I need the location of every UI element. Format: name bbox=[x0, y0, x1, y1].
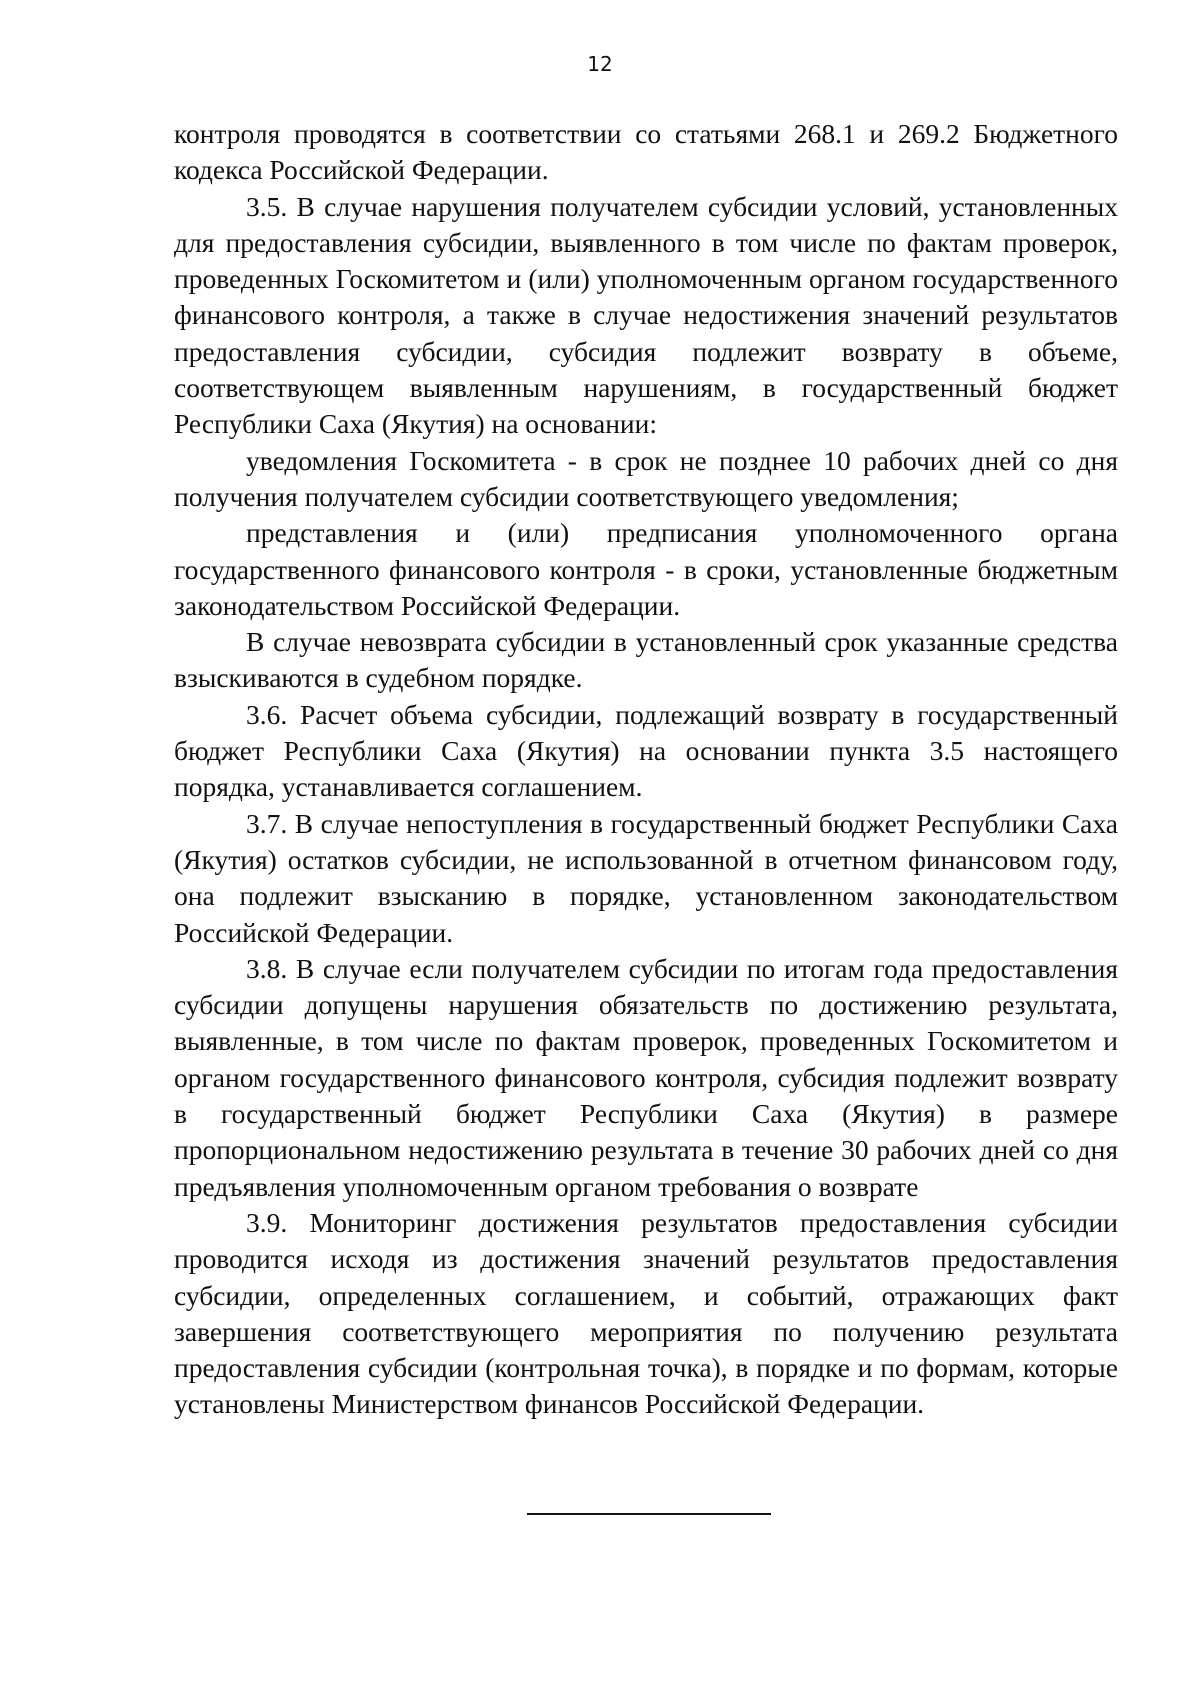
paragraph-3-5-court: В случае невозврата субсидии в установленный срок указанные средства взыскиваются в судебном порядке. bbox=[174, 626, 1118, 694]
paragraph-3-6: 3.6. Расчет объема субсидии, подлежащий возврату в государственный бюджет Республики Саха (Якутия) на основании пункта 3.5 настоящего порядка, устанавливается соглашением. bbox=[174, 698, 1118, 803]
paragraph-3-8: 3.8. В случае если получателем субсидии по итогам года предоставления субсидии допущены нарушения обязательств по достижению результата, выявленные, в том числе по фактам проверок, проведенных Госкомитетом и органом государственного финансового контроля, субсидия подлежит возврату в государственный бюджет Республики Саха (Якутия) в размере пропорциональном недостижению результата в течение 30 рабочих дней со дня предъявления уполномоченным органом требования о возврате bbox=[174, 952, 1118, 1202]
paragraph-3-5-notice: уведомления Госкомитета - в срок не позднее 10 рабочих дней со дня получения получателем субсидии соответствующего уведомления; bbox=[174, 444, 1118, 512]
paragraph-3-9: 3.9. Мониторинг достижения результатов предоставления субсидии проводится исходя из достижения значений результатов предоставления субсидии, определенных соглашением, и событий, отражающих факт завершения соответствующего мероприятия по получению результата предоставления субсидии (контрольная точка), в порядке и по формам, которые установлены Министерством финансов Российской Федерации. bbox=[174, 1206, 1118, 1420]
page-number: 12 bbox=[587, 52, 613, 76]
document-body bbox=[174, 116, 1118, 1423]
paragraph-3-5-order: представления и (или) предписания уполномоченного органа государственного финансового контроля - в сроки, установленные бюджетным законодательством Российской Федерации. bbox=[174, 517, 1118, 621]
paragraph-3-7: 3.7. В случае непоступления в государственный бюджет Республики Саха (Якутия) остатков субсидии, не использованной в отчетном финансовом году, она подлежит взысканию в порядке, установленном законодательством Российской Федерации. bbox=[174, 807, 1118, 948]
paragraph-continuation: контроля проводятся в соответствии со статьями 268.1 и 269.2 Бюджетного кодекса Российской Федерации. bbox=[174, 118, 1118, 186]
paragraph-3-5: 3.5. В случае нарушения получателем субсидии условий, установленных для предоставления субсидии, выявленного в том числе по фактам проверок, проведенных Госкомитетом и (или) уполномоченным органом государственного финансового контроля, а также в случае недостижения значений результатов предоставления субсидии, субсидия подлежит возврату в объеме, соответствующем выявленным нарушениям, в государственный бюджет Республики Саха (Якутия) на основании: bbox=[174, 190, 1118, 440]
end-of-document-rule bbox=[527, 1513, 771, 1515]
